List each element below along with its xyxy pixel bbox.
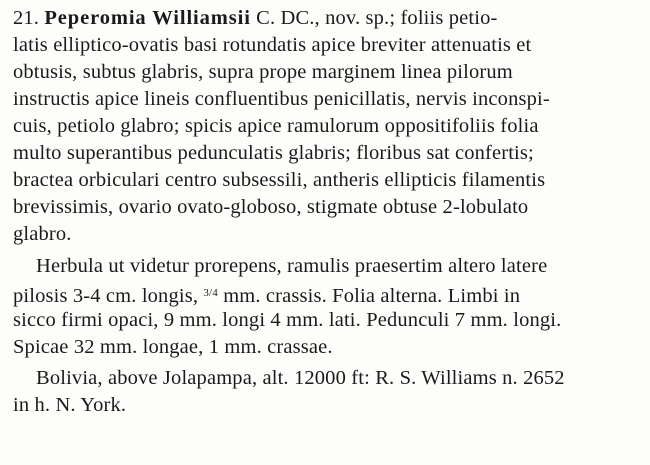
description-line: obtusis, subtus glabris, supra prope marginem linea pilorum [13,61,513,83]
fraction-value: 3/4 [203,287,218,299]
description-line: glabro. [13,223,72,245]
species-name: Peperomia Williamsii [44,7,251,29]
habit-text: mm. crassis. Folia alterna. Limbi in [223,285,521,307]
description-line: instructis apice lineis confluentibus penicillatis, nervis inconspi- [13,88,550,110]
description-line: cuis, petiolo glabro; spicis apice ramulorum oppositifoliis folia [13,115,539,137]
habit-line: Spicae 32 mm. longae, 1 mm. crassae. [13,336,333,358]
locality-line: Bolivia, above Jolapampa, alt. 12000 ft: R. S. Williams n. 2652 [36,367,565,389]
habit-text: pilosis 3-4 cm. longis, [13,285,199,307]
entry-number: 21. [13,7,40,29]
entry-heading-line [13,6,497,30]
locality-line: in h. N. York. [13,394,127,416]
description-line: brevissimis, ovario ovato-globoso, stigmate obtuse 2-lobulato [13,196,529,218]
description-line: latis elliptico-ovatis basi rotundatis apice breviter attenuatis et [13,34,532,56]
habit-line: Herbula ut videtur prorepens, ramulis praesertim altero latere [36,255,548,277]
habit-line: sicco firmi opaci, 9 mm. longi 4 mm. lati. Pedunculi 7 mm. longi. [13,309,562,331]
author-citation: C. DC., nov. sp.; foliis petio- [256,7,498,29]
habit-line [13,281,520,308]
description-line: bractea orbiculari centro subsessili, antheris ellipticis filamentis [13,169,546,191]
description-line: multo superantibus pedunculatis glabris; floribus sat confertis; [13,142,534,164]
